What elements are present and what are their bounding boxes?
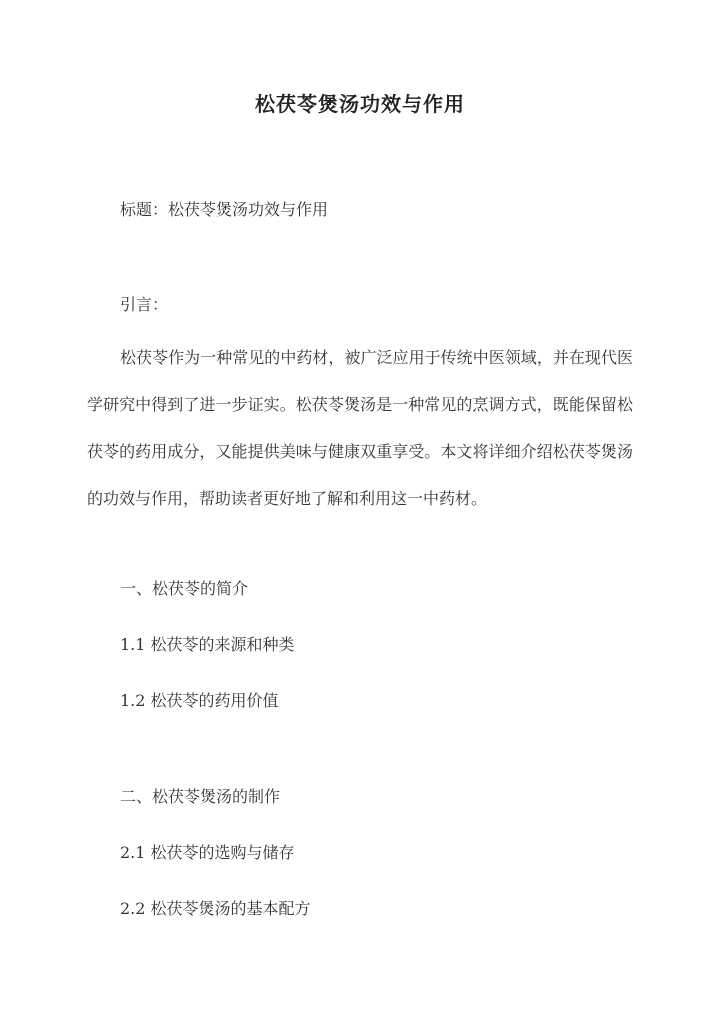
section-heading: 二、松茯苓煲汤的制作 (120, 787, 281, 806)
section-item: 2.1 松茯苓的选购与储存 (120, 843, 295, 862)
document-title: 松茯苓煲汤功效与作用 (255, 92, 465, 116)
intro-paragraph: 松茯苓作为一种常见的中药材，被广泛应用于传统中医领域，并在现代医学研究中得到了进一步证实。松茯苓煲汤是一种常见的烹调方式，既能保留松茯苓的药用成分，又能提供美味与健康双重享受。本文将详细介绍松茯苓煲汤的功效与作用，帮助读者更好地了解和利用这一中药材。 (87, 348, 633, 508)
intro-heading: 引言： (120, 295, 169, 314)
section-item: 1.2 松茯苓的药用价值 (120, 691, 279, 710)
section-heading: 一、松茯苓的简介 (120, 579, 249, 598)
section-item: 2.2 松茯苓煲汤的基本配方 (120, 899, 311, 918)
section-item: 1.1 松茯苓的来源和种类 (120, 635, 295, 654)
subtitle-line: 标题：松茯苓煲汤功效与作用 (120, 200, 329, 219)
